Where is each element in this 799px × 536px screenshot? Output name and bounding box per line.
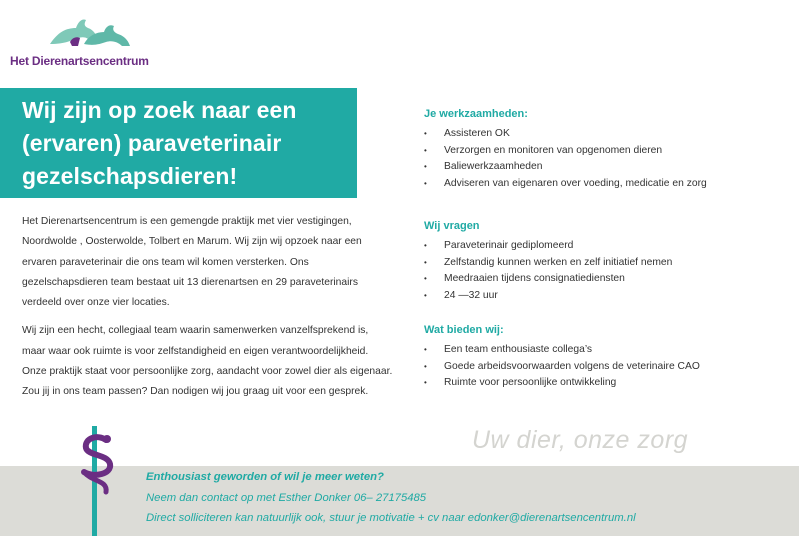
animals-logo-icon [48,14,134,54]
section-title: Wat bieden wij: [424,324,504,336]
intro-line: Wij zijn een hecht, collegiaal team waarin samenwerken vanzelfsprekend is, [22,325,369,337]
hero-title-line: (ervaren) paraveterinair [22,130,282,156]
footer-heading: Enthousiast geworden of wil je meer weten? [146,471,384,483]
section-vragen [424,220,794,304]
list-item: • Adviseren van eigenaren over voeding, medicatie en zorg [424,176,794,193]
section-werkzaamheden [424,108,794,192]
section-title: Wij vragen [424,220,480,232]
hero-banner [0,88,357,198]
intro-paragraph [22,321,392,402]
intro-paragraph [22,212,392,313]
logo [10,14,170,72]
list-item: • Paraveterinair gediplomeerd [424,238,794,255]
intro-line: Noordwolde , Oosterwolde, Tolbert en Marum. Wij zijn wij opzoek naar een [22,236,362,248]
footer-apply-line: Direct solliciteren kan natuurlijk ook, stuur je motivatie + cv naar edonker@dierenartsencentrum.nl [146,512,636,524]
section-bieden [424,324,794,392]
list-item: • Zelfstandig kunnen werken en zelf initiatief nemen [424,255,794,272]
intro-line: Het Dierenartsencentrum is een gemengde praktijk met vier vestigingen, [22,216,352,227]
bullet-list [424,342,794,392]
logo-text: Het Dierenartsencentrum [10,54,149,68]
bullet-list [424,126,794,192]
list-item: • Meedraaien tijdens consignatiediensten [424,271,794,288]
hero-title-line: gezelschapsdieren! [22,163,238,189]
list-item: • Ruimte voor persoonlijke ontwikkeling [424,375,794,392]
list-item: • Goede arbeidsvoorwaarden volgens de veterinaire CAO [424,359,794,376]
list-item: • Assisteren OK [424,126,794,143]
intro-line: maar waar ook ruimte is voor zelfstandigheid en eigen verantwoordelijkheid. [22,345,369,357]
intro-line: gezelschapsdieren team bestaat uit 13 dierenartsen en 29 paraveterinairs [22,276,359,288]
section-title: Je werkzaamheden: [424,108,528,120]
intro-line: Onze praktijk staat voor persoonlijke zorg, aandacht voor zowel dier als eigenaar. [22,366,393,378]
intro-line: Zou jij in ons team passen? Dan nodigen wij jou graag uit voor een gesprek. [22,386,369,398]
hero-title-line: Wij zijn op zoek naar een [22,97,297,123]
footer-contact [146,467,636,529]
intro-line: verdeeld over onze vier locaties. [22,297,170,309]
bullet-list [424,238,794,304]
snake-staff-icon [76,426,126,536]
list-item: • 24 —32 uur [424,288,794,305]
slogan: Uw dier, onze zorg [472,426,689,454]
intro-text [22,212,392,411]
list-item: • Verzorgen en monitoren van opgenomen dieren [424,143,794,160]
list-item: • Baliewerkzaamheden [424,159,794,176]
footer-contact-line: Neem dan contact op met Esther Donker 06– 27175485 [146,491,427,504]
intro-line: ervaren paraveterinair die ons team wil komen versterken. Ons [22,256,309,268]
list-item: • Een team enthousiaste collega’s [424,342,794,359]
